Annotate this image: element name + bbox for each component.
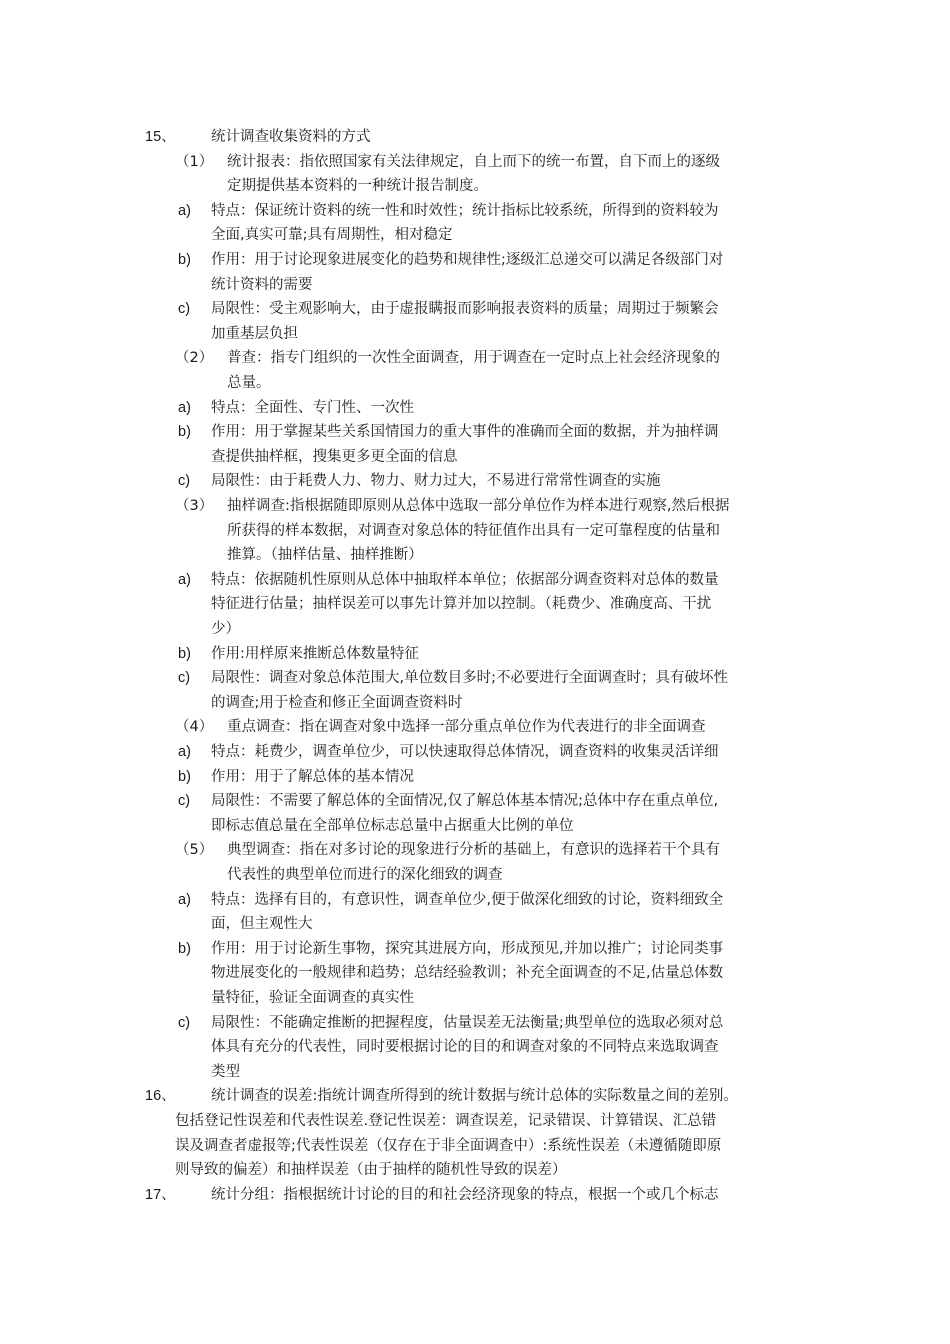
section-number: 16、	[145, 1088, 176, 1105]
section-title: 统计分组：指根据统计讨论的目的和社会经济现象的特点，根据一个或几个标志	[211, 1186, 719, 1203]
list-item-text-line: 量特征，验证全面调查的真实性	[211, 990, 414, 1006]
list-item: 局限性：调查对象总体范围大,单位数目多时;不必要进行全面调查时；具有破坏性	[211, 670, 728, 687]
subsection-marker: （5）	[175, 842, 214, 859]
section-number: 15、	[145, 129, 176, 145]
list-item-marker: a)	[178, 571, 191, 588]
subsection-text-line: 代表性的典型单位而进行的深化细致的调查	[227, 867, 503, 883]
list-item-text-line: 面，但主观性大	[211, 916, 313, 933]
list-item-marker: b)	[178, 645, 191, 662]
list-item-marker: b)	[178, 768, 191, 785]
list-item: 局限性：不能确定推断的把握程度，估量误差无法衡量;典型单位的选取必须对总	[211, 1014, 724, 1031]
list-item-text-line: 统计资料的需要	[211, 276, 313, 293]
list-item-text-line: 少）	[211, 621, 240, 637]
subsection-heading: 抽样调查:指根据随即原则从总体中选取一部分单位作为样本进行观察,然后根据	[227, 498, 730, 514]
list-item-marker: c)	[178, 1014, 191, 1031]
list-item: 局限性：由于耗费人力、物力、财力过大，不易进行常常性调查的实施	[211, 473, 661, 490]
list-item-marker: a)	[178, 744, 191, 760]
section-text-line: 则导致的偏差）和抽样误差（由于抽样的随机性导致的误差）	[175, 1162, 567, 1179]
list-item: 作用：用于了解总体的基本情况	[211, 768, 414, 785]
list-item: 局限性：不需要了解总体的全面情况,仅了解总体基本情况;总体中存在重点单位,	[211, 793, 719, 810]
list-item: 作用：用于讨论新生事物，探究其进展方向，形成预见,并加以推广；讨论同类事	[211, 940, 724, 957]
subsection-marker: （4）	[175, 719, 214, 736]
list-item: 特点：选择有目的，有意识性，调查单位少,便于做深化细致的讨论，资料细致全	[211, 891, 724, 908]
subsection-marker: （1）	[175, 153, 214, 170]
list-item-text-line: 体具有充分的代表性，同时要根据讨论的目的和调查对象的不同特点来选取调查	[211, 1039, 719, 1056]
subsection-heading: 典型调查：指在对多讨论的现象进行分析的基础上，有意识的选择若干个具有	[227, 842, 720, 859]
list-item: 特点：依据随机性原则从总体中抽取样本单位；依据部分调查资料对总体的数量	[211, 571, 719, 588]
list-item-text-line: 全面,真实可靠;具有周期性，相对稳定	[211, 227, 453, 244]
list-item-text-line: 物进展变化的一般规律和趋势；总结经验教训；补充全面调查的不足,估量总体数	[211, 965, 724, 982]
section-title: 统计调查的误差:指统计调查所得到的统计数据与统计总体的实际数量之间的差别。	[211, 1088, 738, 1105]
subsection-text-line: 定期提供基本资料的一种统计报告制度。	[227, 178, 488, 195]
list-item-marker: a)	[178, 399, 191, 416]
section-title: 统计调查收集资料的方式	[211, 129, 371, 145]
list-item-text-line: 特征进行估量；抽样误差可以事先计算并加以控制。（耗费少、准确度高、干扰	[211, 596, 712, 613]
list-item: 作用：用于讨论现象进展变化的趋势和规律性;逐级汇总递交可以满足各级部门对	[211, 252, 724, 268]
list-item-marker: b)	[178, 252, 191, 268]
list-item: 特点：耗费少，调查单位少，可以快速取得总体情况，调查资料的收集灵活详细	[211, 744, 719, 760]
list-item-text-line: 加重基层负担	[211, 325, 298, 342]
section-number: 17、	[145, 1186, 176, 1203]
subsection-heading: 统计报表：指依照国家有关法律规定，自上而下的统一布置，自下而上的逐级	[227, 153, 720, 170]
list-item-text-line: 类型	[211, 1063, 240, 1080]
list-item: 特点：全面性、专门性、一次性	[211, 399, 414, 416]
subsection-text-line: 所获得的样本数据，对调查对象总体的特征值作出具有一定可靠程度的估量和	[227, 522, 720, 539]
subsection-heading: 重点调查：指在调查对象中选择一部分重点单位作为代表进行的非全面调查	[227, 719, 706, 736]
list-item-marker: b)	[178, 940, 191, 957]
list-item-marker: a)	[178, 202, 191, 219]
subsection-text-line: 总量。	[227, 375, 271, 391]
subsection-marker: （3）	[175, 498, 214, 514]
subsection-text-line: 推算。（抽样估量、抽样推断）	[227, 547, 423, 564]
list-item-text-line: 查提供抽样框，搜集更多更全面的信息	[211, 448, 458, 465]
section-text-line: 误及调查者虚报等;代表性误差（仅存在于非全面调查中）:系统性误差（未遵循随即原	[175, 1137, 722, 1154]
list-item-marker: c)	[178, 670, 191, 687]
list-item: 作用：用于掌握某些关系国情国力的重大事件的准确而全面的数据，并为抽样调	[211, 424, 719, 441]
list-item-marker: c)	[178, 793, 191, 810]
list-item-text-line: 即标志值总量在全部单位标志总量中占据重大比例的单位	[211, 817, 574, 834]
list-item-marker: c)	[178, 473, 191, 490]
subsection-marker: （2）	[175, 350, 214, 367]
list-item-text-line: 的调查;用于检查和修正全面调查资料时	[211, 694, 463, 711]
list-item: 特点：保证统计资料的统一性和时效性；统计指标比较系统，所得到的资料较为	[211, 202, 719, 219]
list-item-marker: a)	[178, 891, 191, 908]
list-item-marker: b)	[178, 424, 191, 441]
list-item-marker: c)	[178, 301, 191, 318]
list-item: 作用:用样原来推断总体数量特征	[211, 645, 419, 662]
list-item: 局限性：受主观影响大，由于虚报瞒报而影响报表资料的质量；周期过于频繁会	[211, 301, 719, 318]
section-text-line: 包括登记性误差和代表性误差.登记性误差：调查误差，记录错误、计算错误、汇总错	[175, 1113, 717, 1129]
subsection-heading: 普查：指专门组织的一次性全面调查，用于调查在一定时点上社会经济现象的	[227, 350, 720, 367]
